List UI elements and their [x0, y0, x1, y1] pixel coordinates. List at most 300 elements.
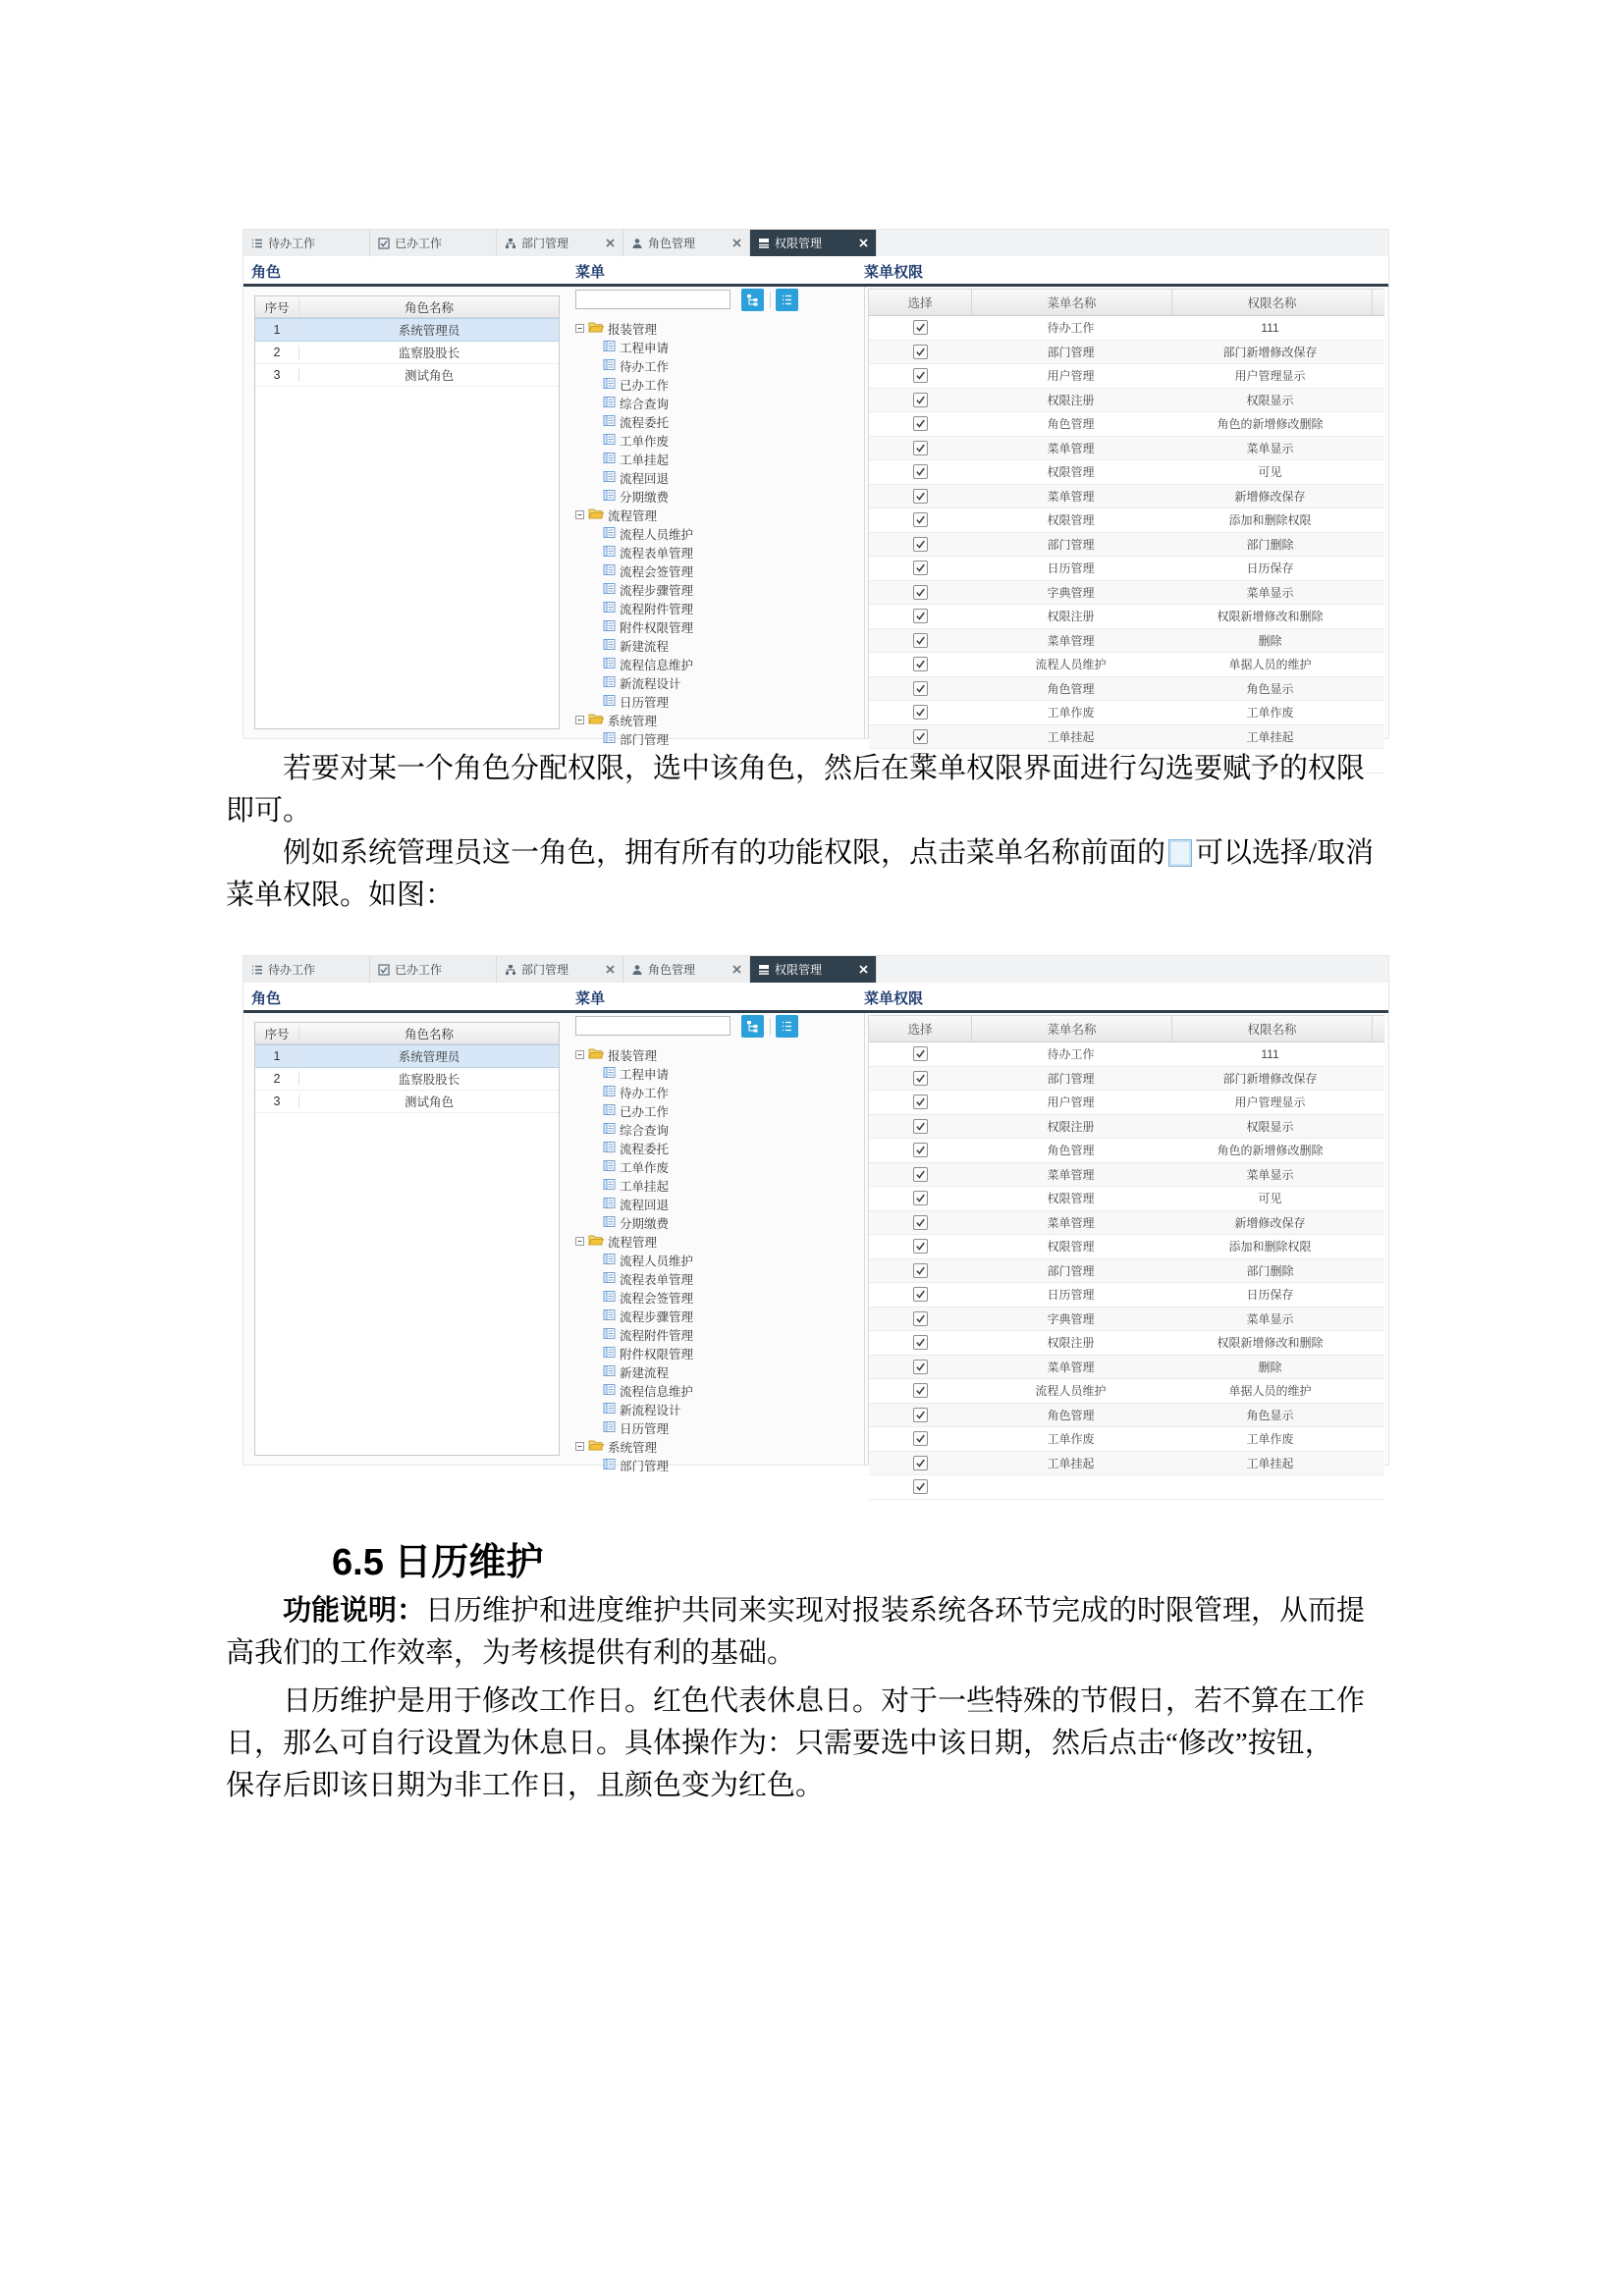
tab-部门管理[interactable]	[497, 956, 623, 983]
perm-perm-cell: 可见	[1258, 1192, 1282, 1206]
permission-row	[869, 1211, 1384, 1236]
panel-divider	[864, 1013, 865, 1465]
tree-item-流程人员维护[interactable]	[575, 1251, 862, 1269]
permission-row	[869, 412, 1384, 437]
tree-item-label: 系统管理	[608, 1440, 658, 1455]
checkbox-checked[interactable]	[913, 1119, 928, 1134]
org-icon	[505, 964, 516, 976]
checkbox-checked[interactable]	[913, 1383, 928, 1398]
checkbox-checked[interactable]	[913, 1239, 928, 1254]
checkbox-checked[interactable]	[913, 681, 928, 696]
tab-权限管理[interactable]	[750, 230, 877, 256]
permission-rows	[869, 316, 1384, 774]
checkbox-checked[interactable]	[913, 489, 928, 504]
permission-row	[869, 1259, 1384, 1284]
perm-select-cell	[869, 1408, 971, 1422]
minus-box-icon[interactable]	[575, 508, 584, 522]
doc-icon	[603, 675, 616, 691]
tab-角色管理[interactable]	[623, 956, 750, 983]
tree-item-label: 工程申请	[620, 1067, 670, 1082]
doc-icon	[603, 1159, 616, 1175]
perm-perm-cell: 权限新增修改和删除	[1217, 1336, 1324, 1351]
doc-icon	[603, 1402, 616, 1417]
perm-menu-cell: 工单挂起	[1047, 729, 1095, 744]
tree-item-label: 日历管理	[620, 1421, 670, 1436]
perm-select-cell	[869, 441, 971, 455]
perm-col-menu-header: 菜单名称	[972, 1016, 1172, 1041]
role-table-header	[255, 1023, 559, 1044]
perm-select-cell	[869, 512, 971, 527]
tree-item-label: 附件权限管理	[620, 620, 694, 635]
minus-box-icon[interactable]	[575, 1440, 584, 1454]
tree-item-label: 流程信息维护	[620, 658, 694, 672]
doc-icon	[603, 414, 616, 430]
perm-menu-cell: 日历管理	[1047, 561, 1095, 576]
role-name-cell: 系统管理员	[398, 324, 460, 338]
doc-icon	[603, 1253, 616, 1268]
perm-menu-cell: 待办工作	[1047, 321, 1095, 336]
tree-item-流程会签管理[interactable]	[575, 561, 862, 580]
perm-menu-cell: 流程人员维护	[1035, 1384, 1107, 1399]
perm-menu-cell: 角色管理	[1047, 1408, 1095, 1422]
perm-select-cell	[869, 1239, 971, 1254]
perm-menu-cell: 权限注册	[1047, 1336, 1095, 1351]
close-icon[interactable]	[859, 965, 868, 974]
role-row[interactable]	[255, 364, 559, 387]
tree-item-label: 报装管理	[608, 322, 658, 337]
checkbox-checked[interactable]	[913, 1143, 928, 1157]
doc-icon	[603, 694, 616, 710]
permission-row	[869, 1187, 1384, 1211]
role-table-header	[255, 296, 559, 318]
checkbox-checked[interactable]	[913, 1479, 928, 1494]
perm-menu-cell: 权限管理	[1047, 1192, 1095, 1206]
tree-item-新建流程[interactable]	[575, 636, 862, 655]
tree-item-已办工作[interactable]	[575, 1101, 862, 1120]
perm-perm-cell: 部门删除	[1246, 1263, 1294, 1278]
perm-menu-cell: 字典管理	[1047, 585, 1095, 600]
tree-item-label: 新流程设计	[620, 1403, 681, 1417]
tree-item-流程信息维护[interactable]	[575, 1381, 862, 1400]
minus-box-icon[interactable]	[575, 714, 584, 727]
perm-select-cell	[869, 1383, 971, 1398]
perm-menu-cell: 权限注册	[1047, 1119, 1095, 1134]
doc-icon	[603, 377, 616, 393]
tree-item-分期缴费[interactable]	[575, 487, 862, 506]
permission-rows	[869, 1042, 1384, 1500]
tree-item-部门管理[interactable]	[575, 729, 862, 748]
permission-table-header	[869, 290, 1384, 316]
close-icon[interactable]	[606, 239, 615, 247]
tab-已办工作[interactable]	[370, 956, 497, 983]
perm-select-cell	[869, 1360, 971, 1374]
perm-menu-cell: 待办工作	[1047, 1047, 1095, 1062]
perm-perm-cell: 用户管理显示	[1234, 369, 1306, 384]
tree-item-流程人员维护[interactable]	[575, 524, 862, 543]
user-icon	[631, 964, 643, 976]
perm-select-cell	[869, 681, 971, 696]
minus-box-icon[interactable]	[575, 1235, 584, 1249]
tree-item-label: 流程表单管理	[620, 1272, 694, 1287]
role-table	[254, 1022, 560, 1456]
tree-item-label: 部门管理	[620, 732, 670, 747]
perm-select-cell	[869, 585, 971, 600]
checkbox-checked[interactable]	[913, 512, 928, 527]
tree-item-流程附件管理[interactable]	[575, 1325, 862, 1344]
paragraph-line: 保存后即该日期为非工作日，且颜色变为红色。	[226, 1770, 825, 1801]
tree-item-label: 日历管理	[620, 695, 670, 710]
tree-item-新流程设计[interactable]	[575, 673, 862, 692]
tree-item-label: 工单作废	[620, 1160, 670, 1175]
perm-select-cell	[869, 1335, 971, 1350]
close-icon[interactable]	[732, 239, 741, 247]
expand-tree-button[interactable]	[741, 289, 764, 311]
perm-perm-cell: 单据人员的维护	[1228, 658, 1312, 672]
perm-perm-cell: 添加和删除权限	[1228, 1240, 1312, 1255]
role-no-cell: 1	[255, 1049, 299, 1063]
perm-menu-cell: 用户管理	[1047, 369, 1095, 384]
tree-item-工单挂起[interactable]	[575, 1176, 862, 1195]
checkbox-checked[interactable]	[913, 441, 928, 455]
checkbox-checked[interactable]	[913, 320, 928, 335]
doc-icon	[603, 1271, 616, 1287]
perm-menu-cell: 权限注册	[1047, 610, 1095, 624]
tree-item-label: 流程附件管理	[620, 1328, 694, 1343]
checkbox-checked[interactable]	[913, 1263, 928, 1278]
perm-perm-cell: 新增修改保存	[1234, 489, 1306, 504]
tab-角色管理[interactable]	[623, 230, 750, 256]
role-row[interactable]	[255, 1091, 559, 1113]
tree-item-日历管理[interactable]	[575, 1418, 862, 1437]
check-icon	[378, 964, 390, 976]
perm-icon	[758, 964, 770, 976]
tree-item-附件权限管理[interactable]	[575, 1344, 862, 1362]
checkbox-checked[interactable]	[913, 561, 928, 575]
tree-item-流程信息维护[interactable]	[575, 655, 862, 673]
tree-item-label: 工程申请	[620, 341, 670, 355]
perm-select-cell	[869, 1215, 971, 1230]
perm-perm-cell: 删除	[1258, 1360, 1282, 1374]
checkbox-checked[interactable]	[913, 633, 928, 648]
list-view-button[interactable]	[776, 289, 798, 311]
close-icon[interactable]	[732, 965, 741, 974]
section-header-row	[244, 983, 1388, 1010]
perm-select-cell	[869, 657, 971, 671]
doc-icon	[603, 1141, 616, 1156]
perm-select-cell	[869, 320, 971, 335]
close-icon[interactable]	[606, 965, 615, 974]
doc-icon	[603, 1420, 616, 1436]
permission-row	[869, 533, 1384, 558]
permission-row	[869, 701, 1384, 725]
checkbox-checked[interactable]	[913, 1167, 928, 1182]
tree-item-流程回退[interactable]	[575, 468, 862, 487]
tree-item-日历管理[interactable]	[575, 692, 862, 711]
tree-item-label: 已办工作	[620, 378, 670, 393]
panel-area	[244, 1013, 1388, 1473]
checkbox-checked[interactable]	[913, 393, 928, 407]
doc-icon	[603, 657, 616, 672]
permission-table	[868, 289, 1384, 744]
menu-search-input[interactable]	[575, 1016, 731, 1036]
permission-management-screenshot-2	[243, 955, 1389, 1473]
permission-management-screenshot-1	[243, 229, 1389, 747]
checkbox-checked[interactable]	[913, 1046, 928, 1061]
tree-item-label: 流程表单管理	[620, 546, 694, 561]
perm-perm-cell: 权限新增修改和删除	[1217, 610, 1324, 624]
tree-item-工单挂起[interactable]	[575, 450, 862, 468]
tree-item-工单作废[interactable]	[575, 1157, 862, 1176]
perm-perm-cell: 用户管理显示	[1234, 1095, 1306, 1110]
perm-menu-cell: 部门管理	[1047, 1071, 1095, 1086]
menu-permission-section-label: 菜单权限	[864, 990, 924, 1007]
paragraph-text: 日历维护和进度维护共同来实现对报装系统各环节完成的时限管理，从而提	[425, 1595, 1366, 1627]
doc-icon	[603, 1215, 616, 1231]
list-view-button[interactable]	[776, 1015, 798, 1038]
check-icon	[378, 238, 390, 249]
checkbox-checked[interactable]	[913, 1095, 928, 1109]
perm-select-cell	[869, 1287, 971, 1302]
menu-tree	[575, 319, 862, 747]
minus-box-icon[interactable]	[575, 322, 584, 336]
tree-item-流程委托[interactable]	[575, 1139, 862, 1157]
close-icon[interactable]	[859, 239, 868, 247]
tree-item-综合查询[interactable]	[575, 1120, 862, 1139]
tab-label: 权限管理	[775, 963, 823, 977]
folder-icon	[588, 507, 604, 523]
perm-perm-cell: 角色显示	[1246, 1408, 1294, 1422]
tree-item-label: 流程会签管理	[620, 1291, 694, 1306]
perm-perm-cell: 添加和删除权限	[1228, 513, 1312, 528]
tab-label: 角色管理	[648, 963, 696, 977]
tree-item-label: 流程管理	[608, 508, 658, 523]
paragraph-line: 即可。	[226, 795, 312, 827]
perm-menu-cell: 角色管理	[1047, 417, 1095, 432]
perm-select-cell	[869, 1167, 971, 1182]
tab-label: 待办工作	[268, 237, 316, 250]
perm-menu-cell: 菜单管理	[1047, 441, 1095, 455]
tab-label: 角色管理	[648, 237, 696, 250]
tree-item-label: 待办工作	[620, 359, 670, 374]
perm-menu-cell: 字典管理	[1047, 1311, 1095, 1326]
perm-menu-cell: 权限管理	[1047, 513, 1095, 528]
checkbox-checked[interactable]	[913, 609, 928, 623]
tree-item-新流程设计[interactable]	[575, 1400, 862, 1418]
checkbox-checked[interactable]	[913, 1191, 928, 1205]
perm-menu-cell: 菜单管理	[1047, 1360, 1095, 1374]
tree-item-流程附件管理[interactable]	[575, 599, 862, 617]
panel-divider	[864, 287, 865, 738]
tree-item-部门管理[interactable]	[575, 1456, 862, 1474]
role-col-no-header: 序号	[255, 1025, 299, 1042]
checkbox-checked[interactable]	[913, 416, 928, 431]
perm-perm-cell: 工单挂起	[1246, 1456, 1294, 1470]
menu-section-label: 菜单	[575, 264, 606, 281]
doc-icon	[603, 1327, 616, 1343]
checkbox-checked[interactable]	[913, 1335, 928, 1350]
menu-permission-section-label: 菜单权限	[864, 264, 924, 281]
checkbox-checked[interactable]	[913, 585, 928, 600]
tree-item-流程管理[interactable]	[575, 1232, 862, 1251]
checkbox-checked[interactable]	[913, 1456, 928, 1470]
checkbox-checked[interactable]	[913, 537, 928, 552]
perm-menu-cell: 权限管理	[1047, 1240, 1095, 1255]
tree-item-待办工作[interactable]	[575, 356, 862, 375]
perm-select-cell	[869, 1431, 971, 1446]
doc-icon	[603, 489, 616, 505]
checkbox-checked[interactable]	[913, 657, 928, 671]
role-section-label: 角色	[251, 990, 282, 1007]
tree-item-label: 流程委托	[620, 415, 670, 430]
tree-item-label: 流程步骤管理	[620, 1309, 694, 1324]
perm-menu-cell: 日历管理	[1047, 1288, 1095, 1303]
tree-item-label: 新建流程	[620, 1365, 670, 1380]
tab-待办工作[interactable]	[244, 956, 370, 983]
permission-row	[869, 1139, 1384, 1163]
perm-select-cell	[869, 464, 971, 479]
tree-item-报装管理[interactable]	[575, 1045, 862, 1064]
expand-tree-button[interactable]	[741, 1015, 764, 1038]
doc-icon	[603, 1178, 616, 1194]
perm-select-cell	[869, 1095, 971, 1109]
permission-row	[869, 1356, 1384, 1380]
tab-待办工作[interactable]	[244, 230, 370, 256]
doc-icon	[603, 1122, 616, 1138]
tree-item-label: 综合查询	[620, 397, 670, 411]
perm-perm-cell: 部门新增修改保存	[1222, 345, 1318, 359]
tab-部门管理[interactable]	[497, 230, 623, 256]
list-icon	[251, 964, 263, 976]
tree-item-流程步骤管理[interactable]	[575, 1307, 862, 1325]
tab-label: 部门管理	[521, 237, 569, 250]
permission-row	[869, 653, 1384, 677]
paragraph-block-3	[226, 1681, 1404, 1807]
tab-权限管理[interactable]	[750, 956, 877, 983]
user-icon	[631, 238, 643, 249]
permission-row	[869, 605, 1384, 629]
tab-bar	[244, 230, 1388, 257]
permission-row	[869, 1091, 1384, 1115]
perm-menu-cell: 工单挂起	[1047, 1456, 1095, 1470]
tree-item-流程表单管理[interactable]	[575, 1269, 862, 1288]
perm-select-cell	[869, 1311, 971, 1326]
tree-item-label: 流程会签管理	[620, 564, 694, 579]
permission-row	[869, 485, 1384, 509]
perm-col-perm-header: 权限名称	[1172, 1016, 1373, 1041]
perm-menu-cell: 菜单管理	[1047, 1167, 1095, 1182]
tree-item-附件权限管理[interactable]	[575, 617, 862, 636]
permission-row	[869, 1308, 1384, 1332]
tab-label: 部门管理	[521, 963, 569, 977]
tree-item-综合查询[interactable]	[575, 394, 862, 412]
checkbox-checked[interactable]	[913, 1431, 928, 1446]
doc-icon	[603, 545, 616, 561]
role-name-cell: 测试角色	[404, 369, 454, 383]
tree-item-工程申请[interactable]	[575, 338, 862, 356]
permission-row	[869, 725, 1384, 750]
role-name-cell: 系统管理员	[398, 1050, 460, 1064]
checkbox-checked[interactable]	[913, 1360, 928, 1374]
tab-label: 权限管理	[775, 237, 823, 250]
role-col-name-header: 角色名称	[404, 1027, 454, 1041]
doc-icon	[603, 1346, 616, 1362]
perm-perm-cell: 菜单显示	[1246, 585, 1294, 600]
perm-menu-cell: 工单作废	[1047, 1432, 1095, 1447]
tree-item-label: 新流程设计	[620, 676, 681, 691]
tree-item-已办工作[interactable]	[575, 375, 862, 394]
tree-item-工单作废[interactable]	[575, 431, 862, 450]
checkbox-checked[interactable]	[913, 345, 928, 359]
permission-row	[869, 1163, 1384, 1188]
tree-item-流程回退[interactable]	[575, 1195, 862, 1213]
paragraph-line: 日历维护是用于修改工作日。红色代表休息日。对于一些特殊的节假日，若不算在工作	[283, 1685, 1366, 1717]
doc-icon	[603, 731, 616, 747]
checkbox-checked[interactable]	[913, 729, 928, 744]
doc-icon	[603, 396, 616, 411]
paragraph-block-1	[226, 748, 1404, 917]
tree-item-流程步骤管理[interactable]	[575, 580, 862, 599]
role-row[interactable]	[255, 1044, 559, 1068]
minus-box-icon[interactable]	[575, 1048, 584, 1062]
checkbox-checked[interactable]	[913, 705, 928, 720]
checkbox-checked[interactable]	[913, 368, 928, 383]
tree-item-流程会签管理[interactable]	[575, 1288, 862, 1307]
tree-item-报装管理[interactable]	[575, 319, 862, 338]
checkbox-checked[interactable]	[913, 1071, 928, 1086]
doc-icon	[603, 470, 616, 486]
perm-select-cell	[869, 1046, 971, 1061]
perm-select-cell	[869, 345, 971, 359]
tree-item-待办工作[interactable]	[575, 1083, 862, 1101]
tree-item-流程委托[interactable]	[575, 412, 862, 431]
tree-item-系统管理[interactable]	[575, 1437, 862, 1456]
permission-row	[869, 460, 1384, 485]
tree-item-新建流程[interactable]	[575, 1362, 862, 1381]
checkbox-checked[interactable]	[913, 1408, 928, 1422]
menu-search-input[interactable]	[575, 290, 731, 309]
role-row[interactable]	[255, 318, 559, 342]
tree-item-工程申请[interactable]	[575, 1064, 862, 1083]
role-row[interactable]	[255, 342, 559, 364]
permission-row	[869, 389, 1384, 413]
tab-label: 已办工作	[395, 963, 443, 977]
tab-label: 已办工作	[395, 237, 443, 250]
perm-select-cell	[869, 633, 971, 648]
tree-item-流程管理[interactable]	[575, 506, 862, 524]
permission-row	[869, 1235, 1384, 1259]
permission-row	[869, 1404, 1384, 1428]
perm-perm-cell: 111	[1261, 1046, 1279, 1061]
perm-perm-cell: 菜单显示	[1246, 1311, 1294, 1326]
tree-item-分期缴费[interactable]	[575, 1213, 862, 1232]
tree-item-流程表单管理[interactable]	[575, 543, 862, 561]
checkbox-checked[interactable]	[913, 1287, 928, 1302]
perm-select-cell	[869, 368, 971, 383]
role-no-cell: 2	[255, 1072, 299, 1086]
permission-row	[869, 1067, 1384, 1092]
tab-已办工作[interactable]	[370, 230, 497, 256]
perm-menu-cell: 角色管理	[1047, 1144, 1095, 1158]
checkbox-checked[interactable]	[913, 464, 928, 479]
checkbox-checked[interactable]	[913, 1311, 928, 1326]
folder-icon	[588, 713, 604, 728]
perm-perm-cell: 部门新增修改保存	[1222, 1071, 1318, 1086]
checkbox-checked[interactable]	[913, 1215, 928, 1230]
role-row[interactable]	[255, 1068, 559, 1091]
paragraph-block-2	[226, 1590, 1404, 1675]
role-col-name-header: 角色名称	[404, 300, 454, 315]
tree-item-系统管理[interactable]	[575, 711, 862, 729]
